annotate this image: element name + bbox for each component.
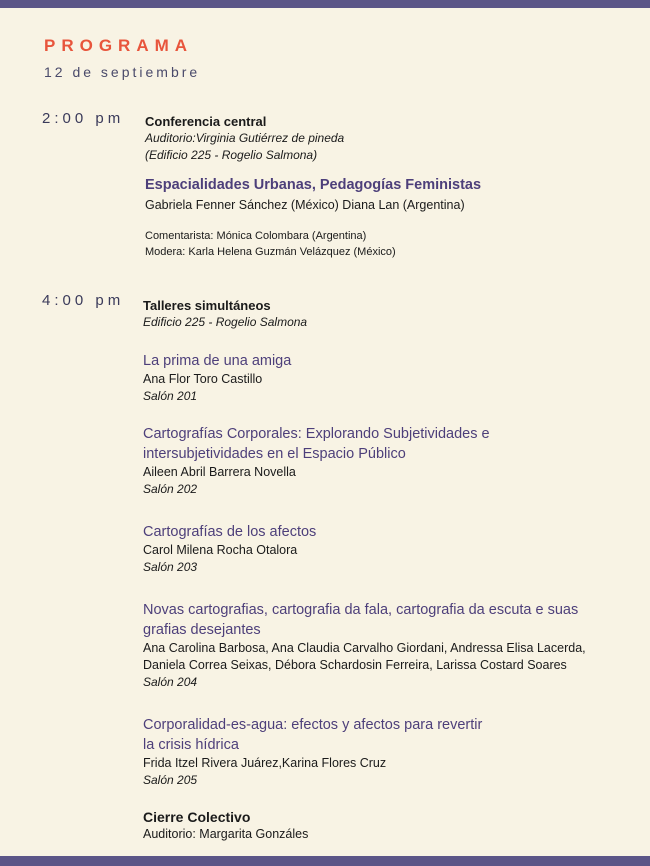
- talk-speakers: Gabriela Fenner Sánchez (México) Diana Lan (Argentina): [145, 198, 465, 212]
- workshop-authors: Aileen Abril Barrera Novella: [143, 465, 296, 479]
- workshop-room: Salón 205: [143, 773, 198, 787]
- workshop-room: Salón 203: [143, 560, 198, 574]
- session-venue: Auditorio:Virginia Gutiérrez de pineda: [145, 131, 345, 145]
- talk-commentator: Comentarista: Mónica Colombara (Argentina): [145, 230, 367, 242]
- workshop-item: [143, 351, 623, 405]
- workshop-title-cont: la crisis hídrica: [143, 737, 239, 753]
- closing-title: Cierre Colectivo: [143, 809, 251, 825]
- program-header: [44, 35, 200, 81]
- session-2: [143, 297, 623, 331]
- workshop-item: [143, 424, 623, 498]
- session-time-2: 4:00 pm: [42, 292, 125, 309]
- session-heading: Talleres simultáneos: [143, 298, 271, 313]
- workshop-room: Salón 204: [143, 675, 198, 689]
- workshop-authors: Ana Flor Toro Castillo: [143, 372, 263, 386]
- bottom-border-bar: [0, 856, 650, 866]
- talk-title: Espacialidades Urbanas, Pedagogías Feministas: [145, 177, 482, 193]
- closing-block: [143, 808, 623, 843]
- workshop-title: Novas cartografias, cartografia da fala, cartografia da escuta e suas: [143, 602, 579, 618]
- workshop-title-cont: intersubjetividades en el Espacio Público: [143, 446, 406, 462]
- workshop-title: La prima de una amiga: [143, 353, 292, 369]
- workshop-item: [143, 715, 623, 789]
- top-border-bar: [0, 0, 650, 8]
- workshop-item: [143, 600, 633, 691]
- workshop-title-cont: grafias desejantes: [143, 622, 261, 638]
- workshop-item: [143, 522, 623, 576]
- workshop-authors: Ana Carolina Barbosa, Ana Claudia Carvalho Giordani, Andressa Elisa Lacerda,: [143, 641, 586, 655]
- workshop-room: Salón 202: [143, 482, 198, 496]
- workshop-authors: Frida Itzel Rivera Juárez,Karina Flores Cruz: [143, 756, 387, 770]
- closing-venue: Auditorio: Margarita Gonzáles: [143, 827, 309, 841]
- session-time-1: 2:00 pm: [42, 110, 125, 127]
- workshop-authors: Carol Milena Rocha Otalora: [143, 543, 298, 557]
- program-title: PROGRAMA: [44, 36, 194, 55]
- session-1: [145, 113, 625, 260]
- program-date: 12 de septiembre: [44, 64, 201, 80]
- session-venue: Edificio 225 - Rogelio Salmona: [143, 315, 308, 329]
- session-venue-building: (Edificio 225 - Rogelio Salmona): [145, 148, 318, 162]
- workshop-authors-cont: Daniela Correa Seixas, Débora Schardosin Ferreira, Larissa Costard Soares: [143, 658, 567, 672]
- workshop-room: Salón 201: [143, 389, 198, 403]
- session-heading: Conferencia central: [145, 114, 267, 129]
- talk-moderator: Modera: Karla Helena Guzmán Velázquez (México): [145, 246, 396, 258]
- workshop-title: Cartografías de los afectos: [143, 524, 317, 540]
- workshop-title: Cartografías Corporales: Explorando Subjetividades e: [143, 426, 490, 442]
- workshop-title: Corporalidad-es-agua: efectos y afectos para revertir: [143, 717, 483, 733]
